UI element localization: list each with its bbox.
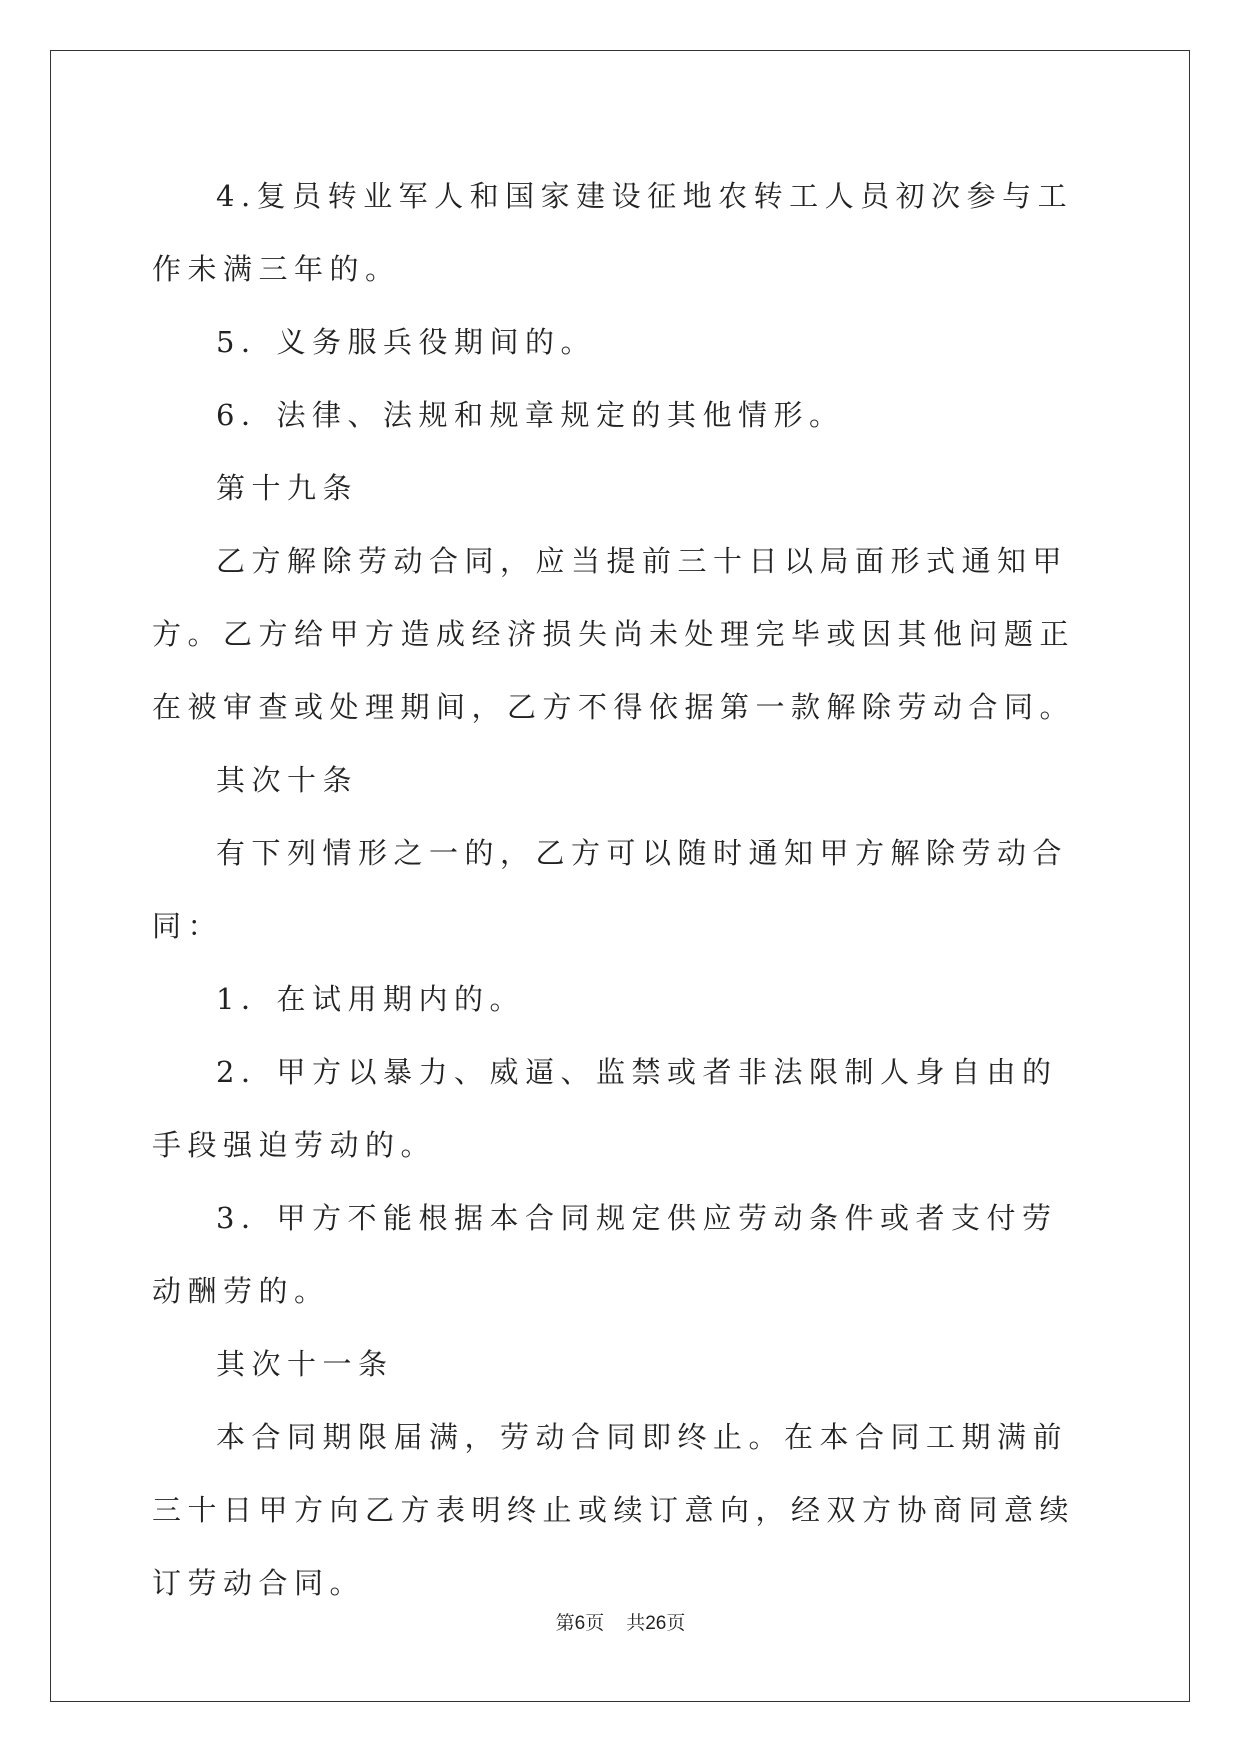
article-20-item-3: 3．甲方不能根据本合同规定供应劳动条件或者支付劳动酬劳的。	[152, 1201, 1058, 1308]
document-body	[152, 160, 1092, 1620]
article-21-body: 本合同期限届满，劳动合同即终止。在本合同工期满前三十日甲方向乙方表明终止或续订意向，经双方协商同意续订劳动合同。	[152, 1420, 1076, 1600]
page-footer	[0, 1608, 1241, 1635]
footer-total-pages: 26	[645, 1613, 667, 1634]
article-heading-19: 第十九条	[216, 471, 359, 505]
footer-total-prefix: 共	[626, 1612, 646, 1634]
article-20-intro: 有下列情形之一的，乙方可以随时通知甲方解除劳动合同：	[152, 836, 1069, 943]
paragraph-item-4: 4.复员转业军人和国家建设征地农转工人员初次参与工作未满三年的。	[152, 179, 1074, 286]
paragraph-item-6: 6．法律、法规和规章规定的其他情形。	[216, 398, 845, 432]
footer-total-suffix: 页	[666, 1612, 686, 1634]
article-20-item-2: 2．甲方以暴力、威逼、监禁或者非法限制人身自由的手段强迫劳动的。	[152, 1055, 1058, 1162]
paragraph-item-5: 5．义务服兵役期间的。	[216, 325, 596, 359]
footer-prefix: 第	[555, 1612, 575, 1634]
article-20-item-1: 1．在试用期内的。	[216, 982, 525, 1016]
article-heading-21: 其次十一条	[216, 1347, 394, 1381]
article-19-body: 乙方解除劳动合同，应当提前三十日以局面形式通知甲方。乙方给甲方造成经济损失尚未处理完毕或因其他问题正在被审查或处理期间，乙方不得依据第一款解除劳动合同。	[152, 544, 1076, 724]
footer-page-suffix: 页	[585, 1612, 605, 1634]
article-heading-20: 其次十条	[216, 763, 359, 797]
footer-page-number: 6	[574, 1613, 586, 1634]
